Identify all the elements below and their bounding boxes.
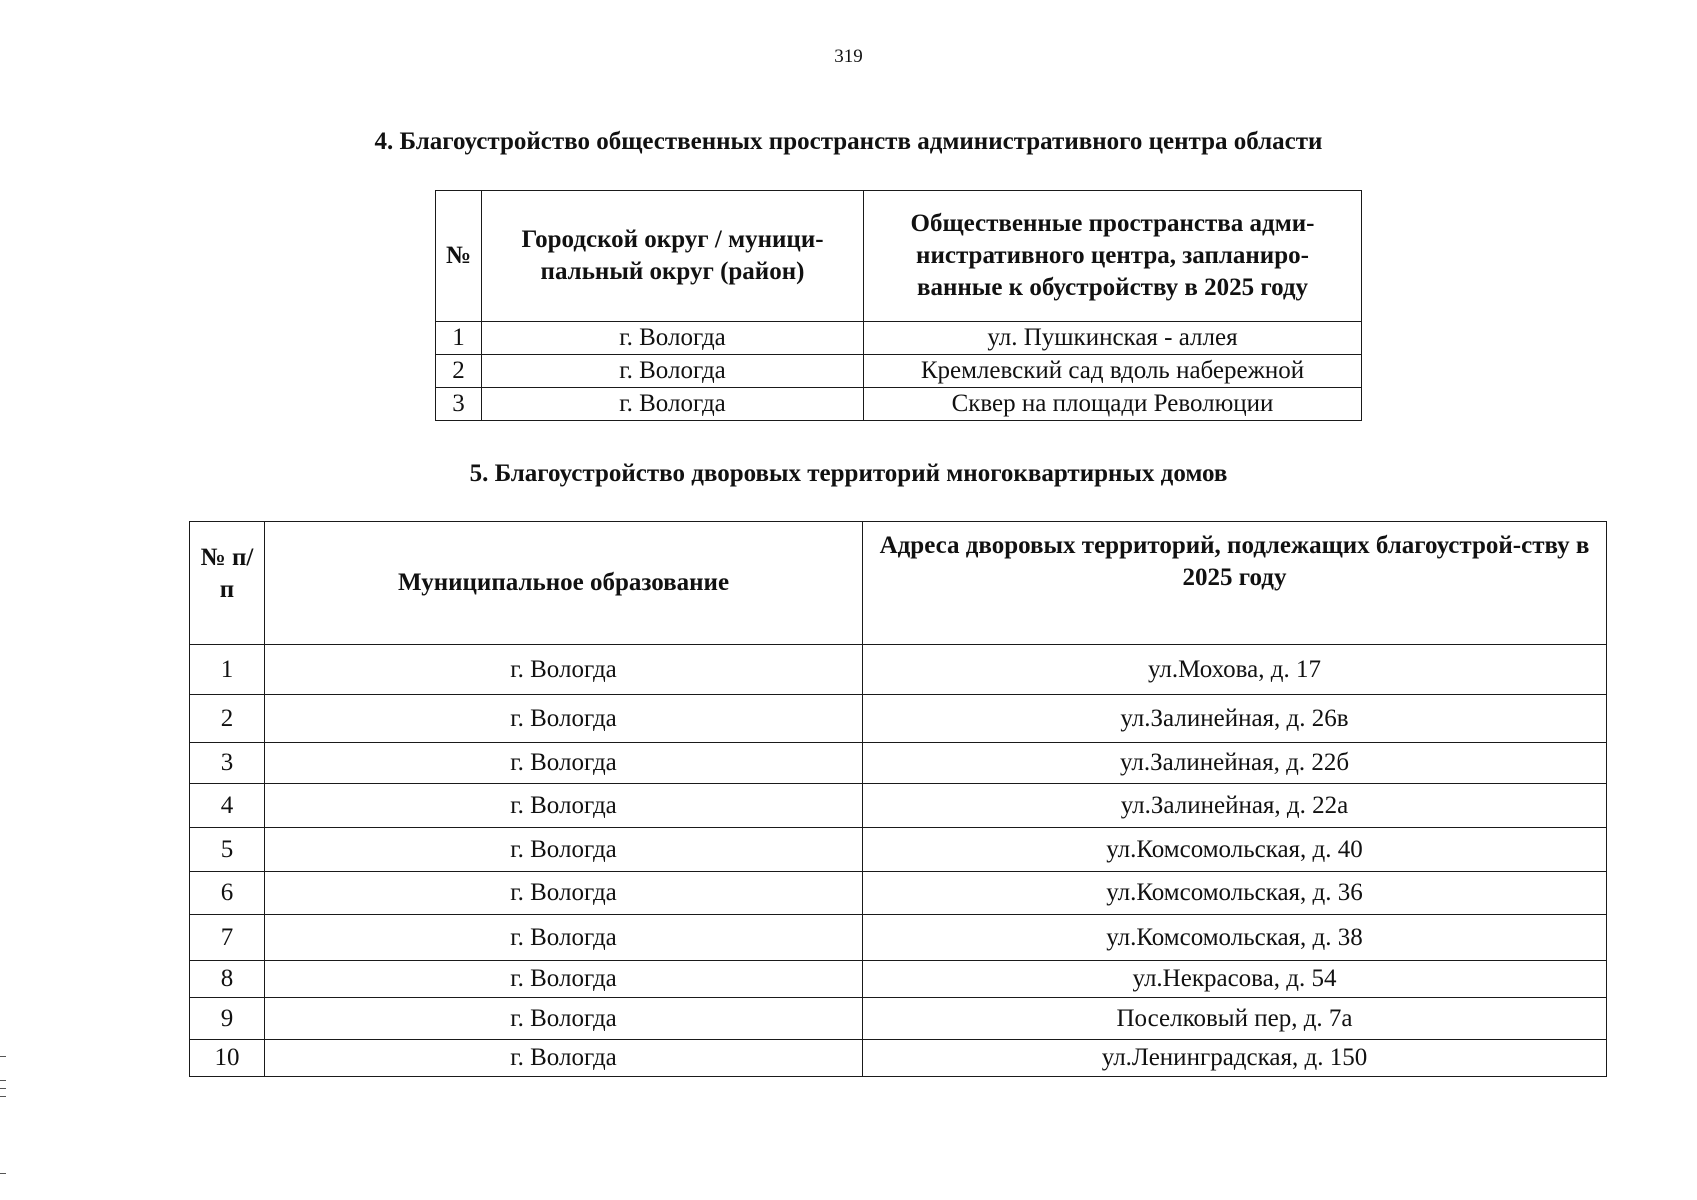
row-municipality: г. Вологда xyxy=(265,915,863,961)
row-address: ул.Залинейная, д. 22б xyxy=(863,743,1607,784)
table-row xyxy=(190,915,1607,961)
row-number: 9 xyxy=(190,998,265,1040)
table-row xyxy=(436,388,1362,421)
table-row xyxy=(190,695,1607,743)
row-municipality: г. Вологда xyxy=(265,828,863,872)
scan-mark xyxy=(0,1056,6,1057)
row-district: г. Вологда xyxy=(482,388,864,421)
table-row xyxy=(436,322,1362,355)
row-address: ул.Ленинградская, д. 150 xyxy=(863,1040,1607,1077)
row-municipality: г. Вологда xyxy=(265,961,863,998)
row-municipality: г. Вологда xyxy=(265,1040,863,1077)
header-public-spaces: Общественные пространства адми-нистративного центра, запланиро-ванные к обустройству в 2025 году xyxy=(864,191,1362,322)
table-row xyxy=(190,828,1607,872)
row-district: г. Вологда xyxy=(482,322,864,355)
row-municipality: г. Вологда xyxy=(265,784,863,828)
scan-mark xyxy=(0,1173,6,1174)
courtyards-table xyxy=(189,521,1607,1077)
row-number: 4 xyxy=(190,784,265,828)
table-header-row xyxy=(436,191,1362,322)
row-number: 1 xyxy=(436,322,482,355)
header-addresses: Адреса дворовых территорий, подлежащих благоустрой-ству в 2025 году xyxy=(863,522,1607,645)
table-row xyxy=(436,355,1362,388)
header-municipality: Муниципальное образование xyxy=(265,522,863,645)
section-4-title: 4. Благоустройство общественных пространств административного центра области xyxy=(374,128,1323,155)
row-address: ул.Комсомольская, д. 38 xyxy=(863,915,1607,961)
page-number: 319 xyxy=(834,46,863,67)
row-number: 8 xyxy=(190,961,265,998)
row-number: 2 xyxy=(190,695,265,743)
table-row xyxy=(190,1040,1607,1077)
row-public-space: ул. Пушкинская - аллея xyxy=(864,322,1362,355)
public-spaces-table xyxy=(435,190,1362,421)
row-municipality: г. Вологда xyxy=(265,645,863,695)
row-address: Поселковый пер, д. 7а xyxy=(863,998,1607,1040)
table-row xyxy=(190,998,1607,1040)
row-number: 3 xyxy=(436,388,482,421)
row-address: ул.Комсомольская, д. 40 xyxy=(863,828,1607,872)
row-municipality: г. Вологда xyxy=(265,998,863,1040)
row-municipality: г. Вологда xyxy=(265,695,863,743)
scan-mark xyxy=(0,1088,6,1089)
row-address: ул.Мохова, д. 17 xyxy=(863,645,1607,695)
scan-mark xyxy=(0,1080,6,1081)
scan-mark xyxy=(0,1096,6,1097)
table-row xyxy=(190,961,1607,998)
row-address: ул.Залинейная, д. 26в xyxy=(863,695,1607,743)
row-municipality: г. Вологда xyxy=(265,743,863,784)
section-5-title: 5. Благоустройство дворовых территорий многоквартирных домов xyxy=(469,460,1228,487)
row-number: 1 xyxy=(190,645,265,695)
table-row xyxy=(190,743,1607,784)
row-number: 10 xyxy=(190,1040,265,1077)
row-number: 7 xyxy=(190,915,265,961)
header-number: № xyxy=(436,191,482,322)
row-public-space: Сквер на площади Революции xyxy=(864,388,1362,421)
header-district: Городской округ / муници-пальный округ (район) xyxy=(482,191,864,322)
row-number: 2 xyxy=(436,355,482,388)
row-public-space: Кремлевский сад вдоль набережной xyxy=(864,355,1362,388)
row-district: г. Вологда xyxy=(482,355,864,388)
table-row xyxy=(190,784,1607,828)
row-address: ул.Залинейная, д. 22а xyxy=(863,784,1607,828)
row-municipality: г. Вологда xyxy=(265,872,863,915)
row-address: ул.Некрасова, д. 54 xyxy=(863,961,1607,998)
header-number: № п/п xyxy=(190,522,265,645)
table-header-row xyxy=(190,522,1607,645)
table-row xyxy=(190,872,1607,915)
row-number: 3 xyxy=(190,743,265,784)
row-number: 6 xyxy=(190,872,265,915)
row-address: ул.Комсомольская, д. 36 xyxy=(863,872,1607,915)
row-number: 5 xyxy=(190,828,265,872)
table-row xyxy=(190,645,1607,695)
